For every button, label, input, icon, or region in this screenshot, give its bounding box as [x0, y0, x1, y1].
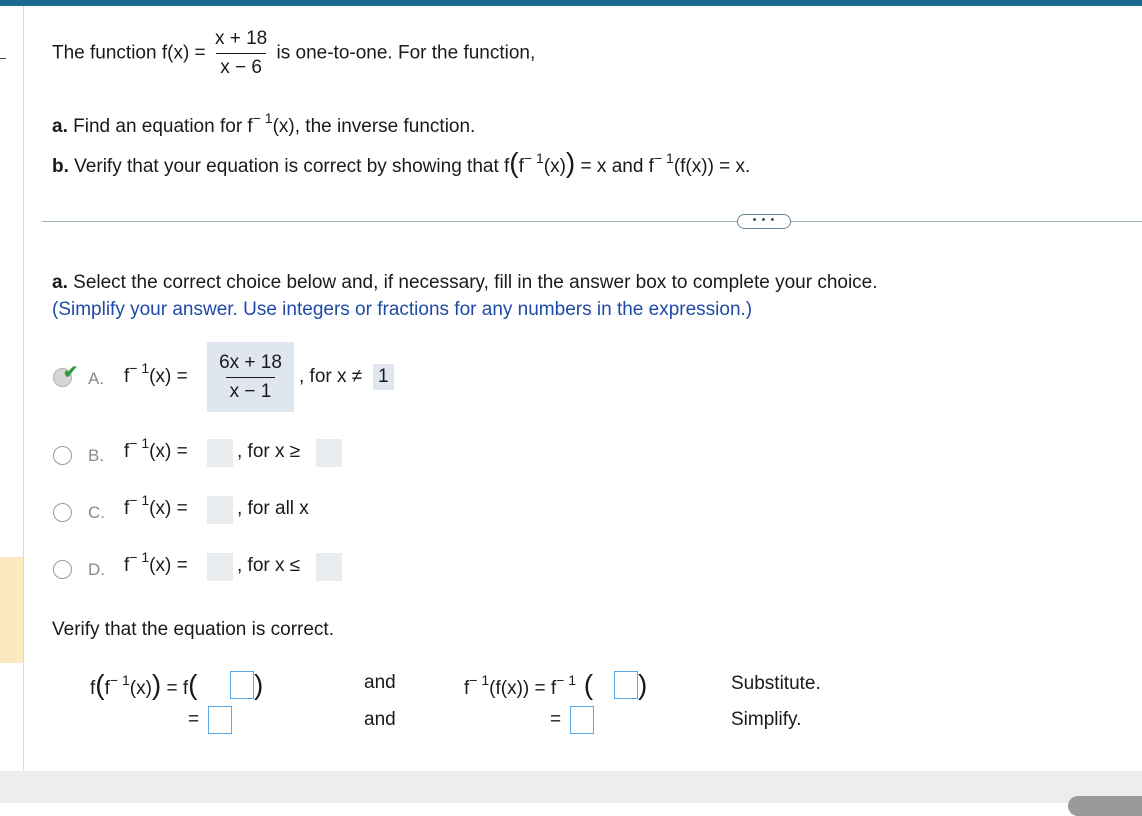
verify-left-substitute-box[interactable] — [230, 671, 254, 699]
inverse-sup: − 1 — [109, 671, 130, 688]
inverse-sup: − 1 — [129, 359, 150, 376]
intro-suffix: is one-to-one. For the function, — [276, 42, 536, 64]
lhs-tail: (x) = — [149, 555, 188, 576]
left-rule — [23, 6, 24, 771]
lhs-tail: (x) = — [149, 366, 188, 387]
right-mid: (f(x)) = f — [489, 678, 557, 699]
instruction-text: Select the correct choice below and, if necessary, fill in the answer box to complete your choice. — [73, 272, 878, 293]
part-b-body: Verify that your equation is correct by showing that f — [74, 156, 510, 177]
inverse-sup: − 1 — [523, 149, 544, 166]
more-options-button[interactable]: • • • — [737, 214, 791, 229]
choice-d-radio[interactable] — [53, 560, 72, 579]
verify-and-2: and — [364, 709, 396, 730]
inverse-sup: − 1 — [129, 491, 150, 508]
f-denominator: x − 6 — [216, 53, 266, 79]
f-symbol: f — [464, 678, 470, 699]
verify-left-simplify-box[interactable] — [208, 706, 232, 734]
f-symbol: f — [124, 555, 130, 576]
part-a-text — [52, 109, 476, 138]
instruction — [52, 272, 878, 294]
lhs-tail: (x) = — [149, 498, 188, 519]
x-arg: (x) — [129, 678, 152, 699]
answer-denominator: x − 1 — [226, 377, 276, 403]
inverse-sup: − 1 — [556, 671, 577, 688]
instruction-hint: (Simplify your answer. Use integers or fractions for any numbers in the expression.) — [52, 299, 753, 320]
choice-d-condition: , for x ≤ — [237, 555, 301, 576]
choice-b-letter: B. — [88, 446, 105, 465]
part-a-label: a. — [52, 116, 68, 137]
verify-right-simplify-box[interactable] — [570, 706, 594, 734]
inverse-sup: − 1 — [653, 149, 674, 166]
step-substitute-label: Substitute. — [731, 673, 821, 694]
choice-d-letter: D. — [88, 560, 105, 579]
choice-c-radio[interactable] — [53, 503, 72, 522]
verify-left-row1: $f(f^{- 1}(x)) = f$( — [90, 669, 198, 700]
part-b-label: b. — [52, 156, 69, 177]
lhs-tail: (x) = — [149, 441, 188, 462]
correct-check-icon: ✔ — [63, 362, 79, 382]
answer-numerator: 6x + 18 — [219, 351, 282, 373]
choice-c-condition: , for all x — [237, 498, 309, 519]
choice-b-condition-box[interactable] — [316, 439, 342, 467]
question-intro — [52, 28, 535, 79]
section-divider — [42, 221, 1142, 222]
choice-d-condition-box[interactable] — [316, 553, 342, 581]
choice-a-letter: A. — [88, 369, 105, 388]
close-paren: ) — [638, 669, 648, 700]
equals-f: = f — [166, 678, 189, 699]
part-b-text: b. Verify that your equation is correct by showing that $f(f^{- 1}(x)) = x$ and $f^{- 1}(f(x)) = x$. — [52, 147, 751, 178]
close-paren: ) — [254, 669, 264, 700]
f-symbol: f — [124, 498, 130, 519]
choice-b-answer-box[interactable] — [207, 439, 233, 467]
f-symbol: f — [90, 678, 96, 699]
verify-left-eq: = — [188, 709, 200, 730]
left-dash — [0, 58, 6, 59]
side-tab[interactable] — [0, 557, 23, 663]
part-a-tail: (x), the inverse function. — [272, 116, 476, 137]
choice-a-condition: , for x ≠ — [299, 366, 363, 387]
part-a-body: Find an equation for f — [73, 116, 253, 137]
f-symbol: f — [124, 366, 130, 387]
x-arg: (x) — [543, 156, 566, 177]
verify-heading: Verify that the equation is correct. — [52, 619, 334, 640]
inverse-sup: − 1 — [129, 434, 150, 451]
part-b-and: and f — [611, 156, 654, 177]
part-b-end: (f(x)) = x. — [673, 156, 751, 177]
inverse-sup: − 1 — [252, 109, 273, 126]
choice-a-condition-box[interactable]: 1 — [373, 364, 394, 390]
choice-d-answer-box[interactable] — [207, 553, 233, 581]
choice-b-radio[interactable] — [53, 446, 72, 465]
top-accent-bar — [0, 0, 1142, 6]
bottom-action-button[interactable] — [1068, 796, 1142, 816]
f-numerator: x + 18 — [214, 28, 268, 49]
verify-right-eq: = — [550, 709, 562, 730]
inverse-sup: − 1 — [469, 671, 490, 688]
choice-b-lhs — [124, 434, 188, 463]
choice-c-letter: C. — [88, 503, 105, 522]
verify-right-row1: $f^{- 1}(f(x)) = f^{- 1}$ ( — [464, 669, 594, 700]
choice-c-lhs — [124, 491, 188, 520]
answer-fraction — [215, 352, 286, 403]
verify-and-1: and — [364, 672, 396, 693]
inverse-sup: − 1 — [129, 548, 150, 565]
f-symbol: f — [124, 441, 130, 462]
choice-a-lhs — [124, 359, 188, 388]
instruction-prefix: a. — [52, 272, 68, 293]
step-simplify-label: Simplify. — [731, 709, 802, 730]
intro-prefix: The function f(x) = — [52, 42, 206, 64]
choice-d-lhs — [124, 548, 188, 577]
f-symbol: f — [104, 678, 110, 699]
choice-b-condition: , for x ≥ — [237, 441, 301, 462]
verify-right-substitute-box[interactable] — [614, 671, 638, 699]
choice-a-answer-box[interactable] — [207, 342, 294, 412]
equals-x: = x — [580, 156, 607, 177]
choice-c-answer-box[interactable] — [207, 496, 233, 524]
bottom-bar — [0, 771, 1142, 803]
f-fraction — [211, 28, 271, 79]
